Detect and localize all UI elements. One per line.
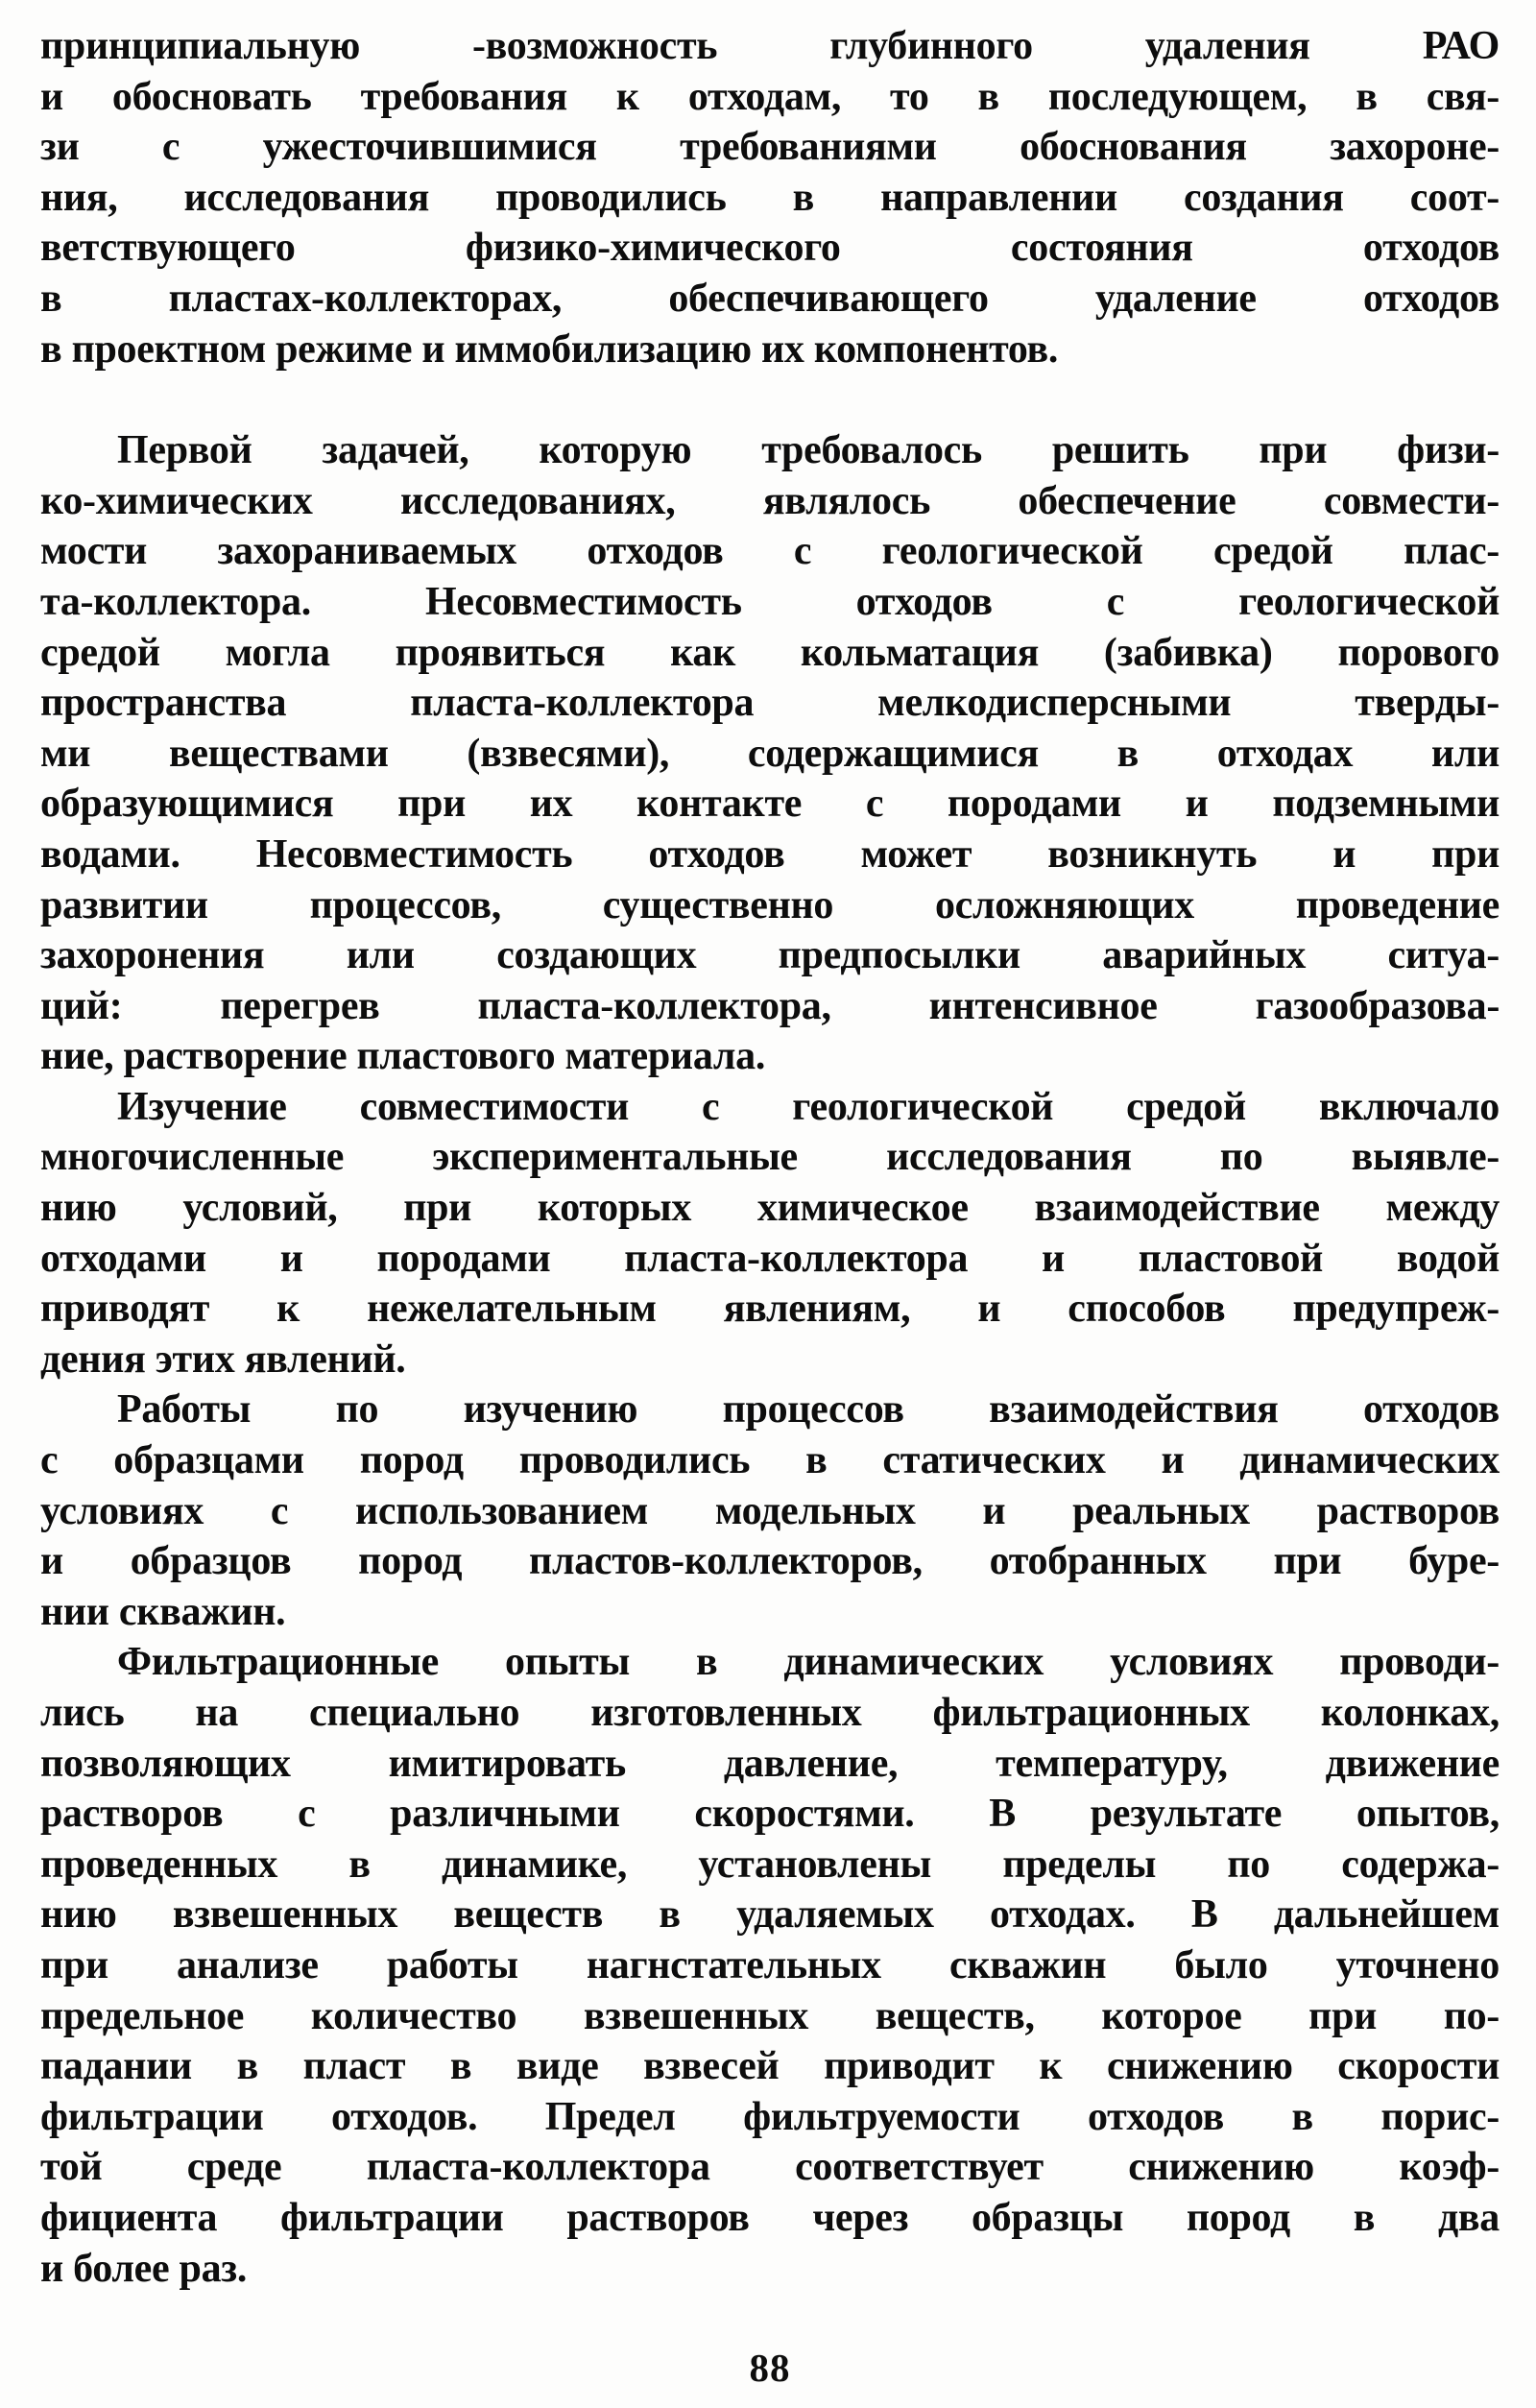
text-line: Работы по изучению процессов взаимодействия отходов <box>117 1387 1500 1433</box>
text-line: и образцов пород пластов-коллекторов, отобранных при буре- <box>40 1539 1500 1584</box>
paragraph <box>40 1637 1500 2294</box>
text-line: образующимися при их контакте с породами и подземными <box>40 782 1500 827</box>
page-number: 88 <box>749 2346 791 2390</box>
text-line: той среде пласта-коллектора соответствует снижению коэф- <box>40 2145 1500 2190</box>
text-line: нии скважин. <box>40 1589 286 1634</box>
text-line: нию условий, при которых химическое взаимодействие между <box>40 1186 1500 1231</box>
text-line: падании в пласт в виде взвесей приводит к снижению скорости <box>40 2044 1500 2089</box>
paragraph <box>40 1082 1500 1385</box>
text-line: пространства пласта-коллектора мелкодисперсными тверды- <box>40 681 1500 726</box>
text-line: при анализе работы нагнстательных скважин было уточнено <box>40 1942 1500 1987</box>
text-line: растворов с различными скоростями. В результате опытов, <box>40 1792 1500 1837</box>
text-line: та-коллектора. Несовместимость отходов с геологической <box>40 579 1500 624</box>
text-line: принципиальную -возможность глубинного удаления РАО <box>40 24 1500 68</box>
text-line: в проектном режиме и иммобилизацию их компонентов. <box>40 326 1059 372</box>
text-line: проведенных в динамике, установлены пределы по содержа- <box>40 1842 1500 1887</box>
text-line: водами. Несовместимость отходов может возникнуть и при <box>40 831 1500 877</box>
paragraph <box>40 425 1500 1082</box>
text-line: ветствующего физико-химического состояния отходов <box>40 226 1500 271</box>
text-line: захоронения или создающих предпосылки аварийных ситуа- <box>40 933 1500 978</box>
text-line: с образцами пород проводились в статических и динамических <box>40 1438 1500 1483</box>
text-line: Фильтрационные опыты в динамических условиях проводи- <box>117 1640 1500 1685</box>
text-line: развитии процессов, существенно осложняющих проведение <box>40 882 1500 927</box>
text-line: ко-химических исследованиях, являлось обеспечение совмести- <box>40 478 1500 523</box>
text-line: позволяющих имитировать давление, температуру, движение <box>40 1741 1500 1786</box>
text-line: фильтрации отходов. Предел фильтруемости отходов в порис- <box>40 2094 1500 2139</box>
text-line: мости захораниваемых отходов с геологической средой плас- <box>40 529 1500 574</box>
text-line: и обосновать требования к отходам, то в последующем, в свя- <box>40 74 1500 119</box>
text-line: ций: перегрев пласта-коллектора, интенсивное газообразова- <box>40 983 1500 1028</box>
text-line: нию взвешенных веществ в удаляемых отходах. В дальнейшем <box>40 1892 1500 1938</box>
text-line: зи с ужесточившимися требованиями обоснования захороне- <box>40 125 1500 170</box>
text-line: многочисленные экспериментальные исследования по выявле- <box>40 1135 1500 1180</box>
text-line: Первой задачей, которую требовалось решить при физи- <box>117 428 1500 473</box>
text-line: Изучение совместимости с геологической средой включало <box>117 1084 1500 1129</box>
text-line: в пластах-коллекторах, обеспечивающего удаление отходов <box>40 276 1500 321</box>
text-line: ми веществами (взвесями), содержащимися в отходах или <box>40 731 1500 776</box>
page-text <box>40 21 1500 2294</box>
text-line: ния, исследования проводились в направлении создания соот- <box>40 175 1500 220</box>
text-line: приводят к нежелательным явлениям, и способов предупреж- <box>40 1287 1500 1332</box>
text-line: предельное количество взвешенных веществ, которое при по- <box>40 1993 1500 2038</box>
text-line: отходами и породами пласта-коллектора и пластовой водой <box>40 1236 1500 1281</box>
text-line: дения этих явлений. <box>40 1336 406 1382</box>
text-line: средой могла проявиться как кольматация (забивка) порового <box>40 630 1500 675</box>
text-line: лись на специально изготовленных фильтрационных колонках, <box>40 1691 1500 1735</box>
text-line: и более раз. <box>40 2246 248 2291</box>
paragraph <box>40 21 1500 374</box>
paragraph <box>40 1385 1500 1637</box>
text-line: ние, растворение пластового материала. <box>40 1034 766 1079</box>
text-line: условиях с использованием модельных и реальных растворов <box>40 1488 1500 1533</box>
text-line: фициента фильтрации растворов через образцы пород в два <box>40 2195 1500 2240</box>
